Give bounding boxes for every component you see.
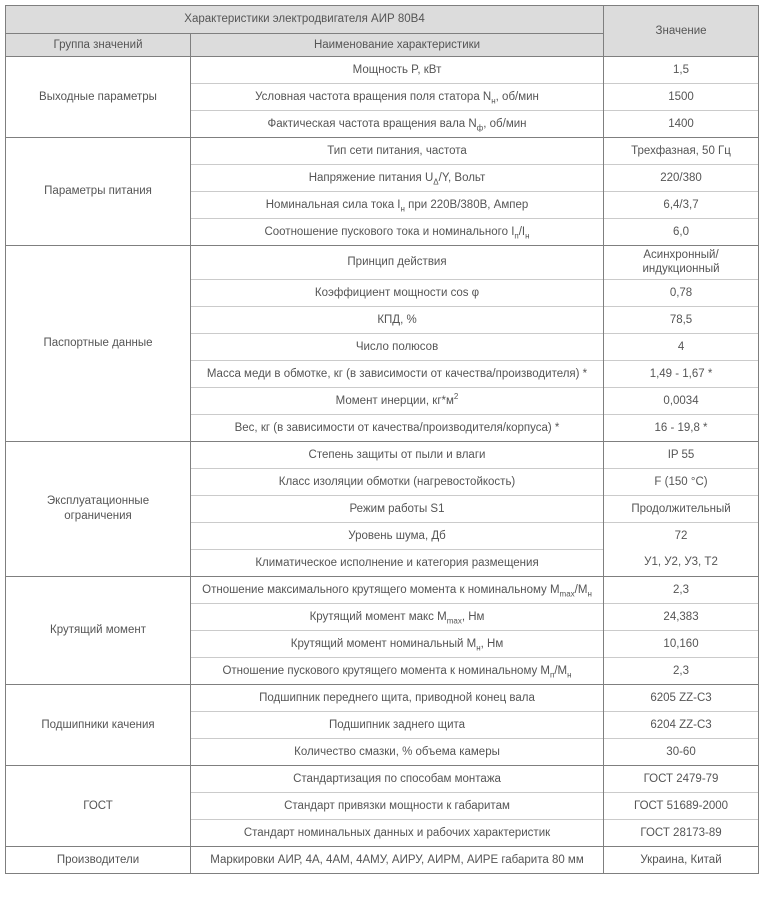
- group-name-cell: Эксплуатационные ограничения: [6, 441, 191, 576]
- value-cell: 1500: [604, 84, 759, 111]
- characteristic-label-cell: Масса меди в обмотке, кг (в зависимости от качества/производителя) *: [191, 360, 604, 387]
- value-cell: Трехфазная, 50 Гц: [604, 138, 759, 165]
- table-row: [6, 138, 759, 165]
- value-cell: 4: [604, 333, 759, 360]
- value-cell: У1, У2, У3, Т2: [604, 549, 759, 576]
- table-body: [6, 57, 759, 874]
- table-row: [6, 57, 759, 84]
- value-cell: ГОСТ 28173-89: [604, 819, 759, 846]
- characteristic-label-cell: Подшипник переднего щита, приводной конец вала: [191, 684, 604, 711]
- characteristic-label-cell: Климатическое исполнение и категория размещения: [191, 549, 604, 576]
- value-cell: 220/380: [604, 165, 759, 192]
- value-cell: 16 - 19,8 *: [604, 414, 759, 441]
- characteristic-label-cell: Момент инерции, $кг*м^2$: [191, 387, 604, 414]
- characteristic-label-cell: Принцип действия: [191, 246, 604, 280]
- characteristic-label-cell: Крутящий момент макс $M_{max}$, Нм: [191, 603, 604, 630]
- characteristic-label-cell: Стандарт номинальных данных и рабочих характеристик: [191, 819, 604, 846]
- value-cell: 6205 ZZ-C3: [604, 684, 759, 711]
- characteristic-label-cell: Маркировки АИР, 4А, 4АМ, 4АМУ, АИРУ, АИРМ, АИРЕ габарита 80 мм: [191, 846, 604, 873]
- value-cell: 30-60: [604, 738, 759, 765]
- value-cell: F (150 °C): [604, 468, 759, 495]
- value-cell: IP 55: [604, 441, 759, 468]
- value-cell: 2,3: [604, 576, 759, 603]
- characteristic-label-cell: Напряжение питания $U_\Delta/Y$, Вольт: [191, 165, 604, 192]
- table-row: [6, 846, 759, 873]
- table-row: [6, 765, 759, 792]
- characteristic-label-cell: КПД, %: [191, 306, 604, 333]
- characteristic-label-cell: Число полюсов: [191, 333, 604, 360]
- value-cell: 0,0034: [604, 387, 759, 414]
- group-name-cell: ГОСТ: [6, 765, 191, 846]
- value-column-header: Значение: [604, 6, 759, 57]
- characteristic-label-cell: Вес, кг (в зависимости от качества/производителя/корпуса) *: [191, 414, 604, 441]
- table-title: Характеристики электродвигателя АИР 80В4: [6, 6, 604, 34]
- value-cell: 6,0: [604, 219, 759, 246]
- value-cell: 2,3: [604, 657, 759, 684]
- value-cell: 1400: [604, 111, 759, 138]
- characteristic-label-cell: Класс изоляции обмотки (нагревостойкость): [191, 468, 604, 495]
- value-cell: 10,160: [604, 630, 759, 657]
- value-cell: Продолжительный: [604, 495, 759, 522]
- value-cell: 1,5: [604, 57, 759, 84]
- group-name-cell: Подшипники качения: [6, 684, 191, 765]
- value-cell: 24,383: [604, 603, 759, 630]
- table-row: [6, 684, 759, 711]
- group-column-header: Группа значений: [6, 34, 191, 57]
- characteristic-label-cell: Соотношение пускового тока и номинального $I_п/I_н$: [191, 219, 604, 246]
- characteristic-label-cell: Уровень шума, Дб: [191, 522, 604, 549]
- table-row: [6, 576, 759, 603]
- value-cell: ГОСТ 2479-79: [604, 765, 759, 792]
- characteristic-label-cell: Стандартизация по способам монтажа: [191, 765, 604, 792]
- characteristic-label-cell: Тип сети питания, частота: [191, 138, 604, 165]
- group-name-cell: Производители: [6, 846, 191, 873]
- table-row: [6, 441, 759, 468]
- value-cell: Украина, Китай: [604, 846, 759, 873]
- characteristic-label-cell: Фактическая частота вращения вала $N_ф$, об/мин: [191, 111, 604, 138]
- characteristic-label-cell: Отношение максимального крутящего момента к номинальному $M_{max}/M_н$: [191, 576, 604, 603]
- value-cell: 78,5: [604, 306, 759, 333]
- value-cell: 6,4/3,7: [604, 192, 759, 219]
- characteristic-label-cell: Стандарт привязки мощности к габаритам: [191, 792, 604, 819]
- group-name-cell: Параметры питания: [6, 138, 191, 246]
- characteristic-label-cell: Мощность P, кВт: [191, 57, 604, 84]
- value-cell: 1,49 - 1,67 *: [604, 360, 759, 387]
- value-cell: 0,78: [604, 279, 759, 306]
- characteristic-label-cell: Условная частота вращения поля статора $N_н$, об/мин: [191, 84, 604, 111]
- value-cell: Асинхронный/индукционный: [604, 246, 759, 280]
- characteristic-label-cell: Крутящий момент номинальный $M_н$, Нм: [191, 630, 604, 657]
- value-cell: ГОСТ 51689-2000: [604, 792, 759, 819]
- value-cell: 72: [604, 522, 759, 549]
- characteristic-label-cell: Коэффициент мощности cos φ: [191, 279, 604, 306]
- characteristic-label-cell: Степень защиты от пыли и влаги: [191, 441, 604, 468]
- characteristic-label-cell: Количество смазки, % объема камеры: [191, 738, 604, 765]
- name-column-header: Наименование характеристики: [191, 34, 604, 57]
- characteristic-label-cell: Отношение пускового крутящего момента к номинальному $M_п/M_н$: [191, 657, 604, 684]
- characteristics-table: [5, 5, 759, 874]
- table-row: [6, 246, 759, 280]
- table-title-row: [6, 6, 759, 34]
- characteristic-label-cell: Режим работы S1: [191, 495, 604, 522]
- group-name-cell: Паспортные данные: [6, 246, 191, 442]
- characteristic-label-cell: Подшипник заднего щита: [191, 711, 604, 738]
- characteristic-label-cell: Номинальная сила тока $I_н$ при 220В/380В, Ампер: [191, 192, 604, 219]
- value-cell: 6204 ZZ-C3: [604, 711, 759, 738]
- group-name-cell: Крутящий момент: [6, 576, 191, 684]
- group-name-cell: Выходные параметры: [6, 57, 191, 138]
